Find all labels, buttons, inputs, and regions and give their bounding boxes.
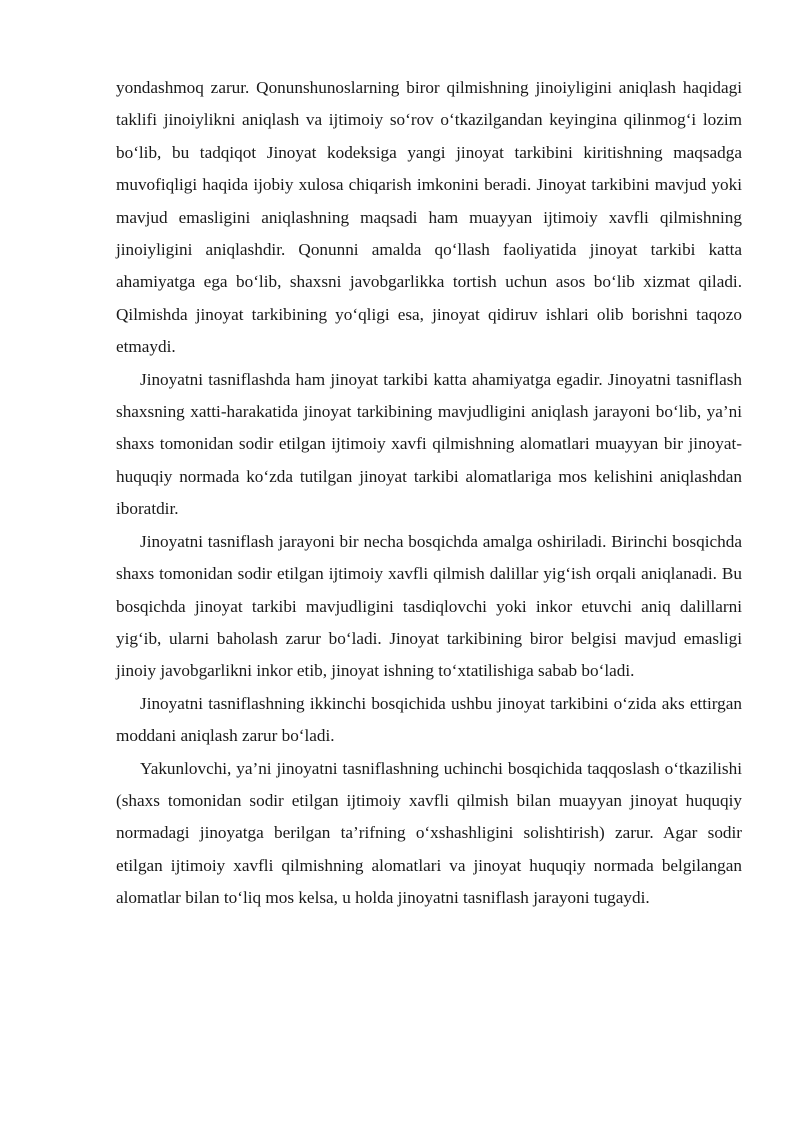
document-body: [116, 72, 742, 915]
paragraph-second-stage: Jinoyatni tasniflashning ikkinchi bosqichida ushbu jinoyat tarkibini o‘zida aks ettirgan moddani aniqlash zarur bo‘ladi.: [116, 693, 742, 746]
paragraph-continuation: yondashmoq zarur. Qonunshunoslarning biror qilmishning jinoiyligini aniqlash haqidagi taklifi jinoiylikni aniqlash va ijtimoiy so‘rov o‘tkazilgandan keyingina qilinmog‘i lozim bo‘lib, bu tadqiqot Jinoyat kodeksiga yangi jinoyat tarkibini kiritishning maqsadga muvofiqligi haqida ijobiy xulosa chiqarish imkonini beradi. Jinoyat tarkibini mavjud yoki mavjud emasligini aniqlashning maqsadi ham muayyan ijtimoiy xavfli qilmishning jinoiyligini aniqlashdir. Qonunni amalda qo‘llash faoliyatida jinoyat tarkibi katta ahamiyatga ega bo‘lib, shaxsni javobgarlikka tortish uchun asos bo‘lib xizmat qiladi. Qilmishda jinoyat tarkibining yo‘qligi esa, jinoyat qidiruv ishlari olib borishni taqozo etmaydi.: [116, 78, 742, 357]
paragraph-classification-importance: Jinoyatni tasniflashda ham jinoyat tarkibi katta ahamiyatga egadir. Jinoyatni tasniflash shaxsning xatti-harakatida jinoyat tarkibining mavjudligini aniqlash jarayoni bo‘lib, ya’ni shaxs tomonidan sodir etilgan ijtimoiy xavfi qilmishning alomatlari muayyan bir jinoyat-huquqiy normada ko‘zda tutilgan jinoyat tarkibi alomatlariga mos kelishini aniqlashdan iboratdir.: [116, 369, 742, 519]
paragraph-classification-stages: Jinoyatni tasniflash jarayoni bir necha bosqichda amalga oshiriladi. Birinchi bosqichda shaxs tomonidan sodir etilgan ijtimoiy xavfli qilmish dalillar yig‘ish orqali aniqlanadi. Bu bosqichda jinoyat tarkibi mavjudligini tasdiqlovchi yoki inkor etuvchi aniq dalillarni yig‘ib, ularni baholash zarur bo‘ladi. Jinoyat tarkibining biror belgisi mavjud emasligi jinoiy javobgarlikni inkor etib, jinoyat ishning to‘xtatilishiga sabab bo‘ladi.: [116, 531, 742, 681]
paragraph-final-stage: Yakunlovchi, ya’ni jinoyatni tasniflashning uchinchi bosqichida taqqoslash o‘tkazilishi (shaxs tomonidan sodir etilgan ijtimoiy xavfli qilmish bilan muayyan jinoyat huquqiy normadagi jinoyatga berilgan ta’rifning o‘xshashligini solishtirish) zarur. Agar sodir etilgan ijtimoiy xavfli qilmishning alomatlari va jinoyat huquqiy normada belgilangan alomatlar bilan to‘liq mos kelsa, u holda jinoyatni tasniflash jarayoni tugaydi.: [116, 758, 742, 908]
